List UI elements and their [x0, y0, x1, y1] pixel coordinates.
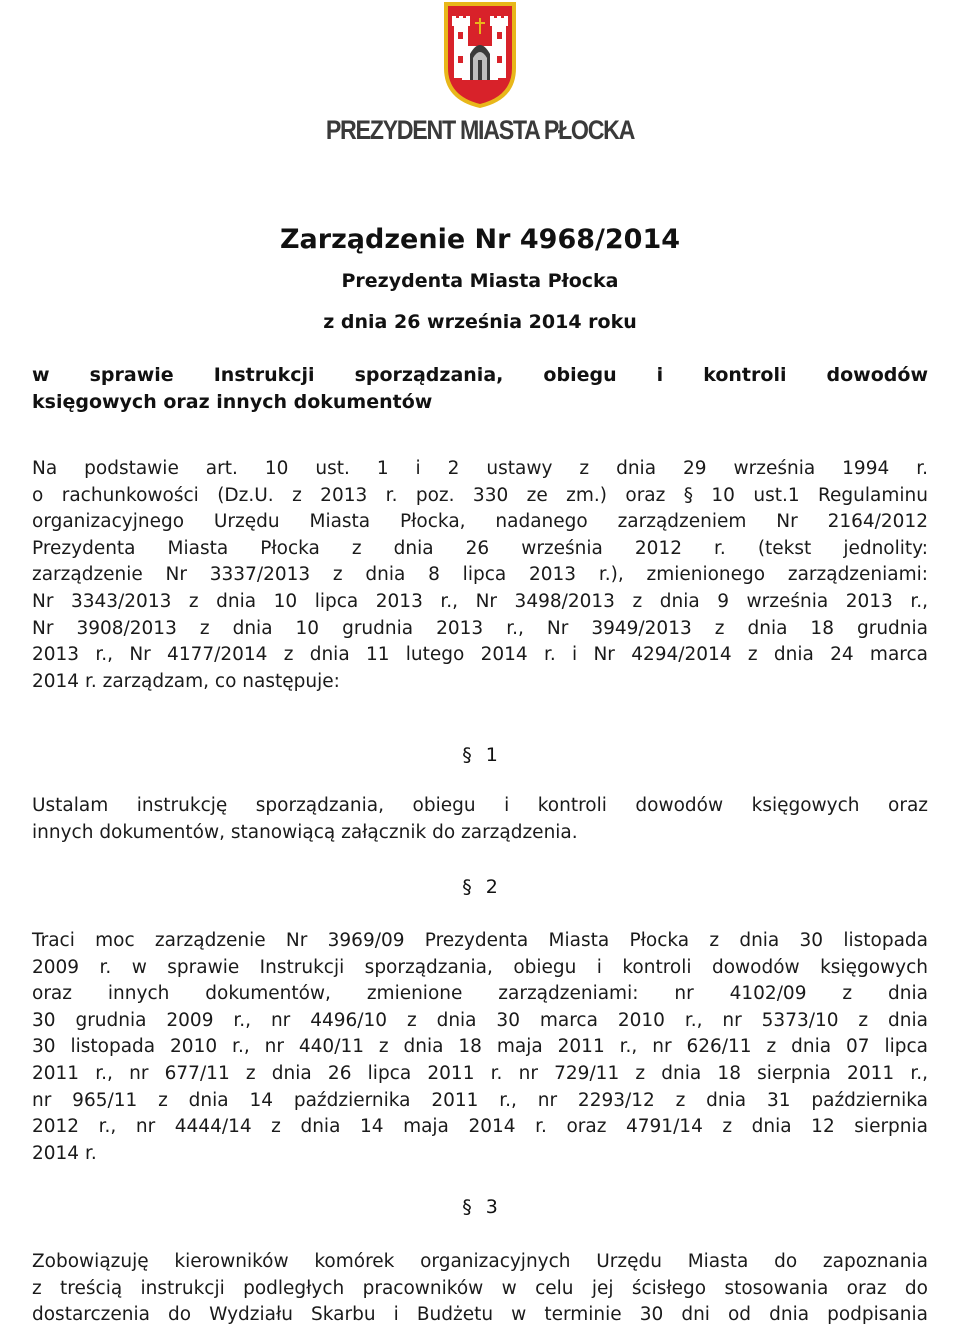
paragraph-line: Prezydenta Miasta Płocka z dnia 26 września 2012 r. (tekst jednolity: [32, 537, 928, 559]
legal-basis-paragraph [32, 456, 928, 695]
section-3-paragraph [32, 1249, 928, 1329]
organization-name: PREZYDENT MIASTA PŁOCKA [325, 115, 635, 145]
plock-coat-of-arms-icon [440, 0, 520, 110]
paragraph-line: Traci moc zarządzenie Nr 3969/09 Prezydenta Miasta Płocka z dnia 30 listopada [32, 930, 928, 951]
section-2-paragraph [32, 928, 928, 1167]
section-heading-1 [0, 744, 960, 766]
paragraph-line: Ustalam instrukcję sporządzania, obiegu i kontroli dowodów księgowych oraz [32, 795, 928, 816]
document-subject [32, 362, 928, 416]
document-issuer: Prezydenta Miasta Płocka [341, 270, 619, 292]
paragraph-line: dostarczenia do Wydziału Skarbu i Budżetu w terminie 30 dni od dnia podpisania [32, 1304, 928, 1326]
paragraph-line: innych dokumentów, stanowiącą załącznik do zarządzenia. [32, 821, 578, 843]
paragraph-line: 2014 r. [32, 1142, 97, 1164]
section-number: 2 [485, 876, 498, 898]
paragraph-line: Zobowiązuję kierowników komórek organizacyjnych Urzędu Miasta do zapoznania [32, 1251, 928, 1272]
section-1-paragraph [32, 793, 928, 846]
paragraph-line: 30 listopada 2010 r., nr 440/11 z dnia 18 maja 2011 r., nr 626/11 z dnia 07 lipca [32, 1036, 928, 1058]
paragraph-line: nr 965/11 z dnia 14 października 2011 r., nr 2293/12 z dnia 31 października [32, 1089, 928, 1111]
paragraph-line: 2011 r., nr 677/11 z dnia 26 lipca 2011 r. nr 729/11 z dnia 18 sierpnia 2011 r., [32, 1062, 928, 1084]
section-symbol: § [462, 1196, 472, 1218]
subject-line: księgowych oraz innych dokumentów [32, 391, 433, 413]
subject-line: w sprawie Instrukcji sporządzania, obiegu i kontroli dowodów [32, 364, 928, 386]
paragraph-line: o rachunkowości (Dz.U. z 2013 r. poz. 330 ze zm.) oraz § 10 ust.1 Regulaminu [32, 484, 928, 506]
section-number: 3 [485, 1196, 498, 1218]
paragraph-line: 30 grudnia 2009 r., nr 4496/10 z dnia 30 marca 2010 r., nr 5373/10 z dnia [32, 1009, 928, 1031]
paragraph-line: 2014 r. zarządzam, co następuje: [32, 670, 340, 692]
section-heading-3 [0, 1196, 960, 1218]
paragraph-line: organizacyjnego Urzędu Miasta Płocka, nadanego zarządzeniem Nr 2164/2012 [32, 511, 928, 533]
paragraph-line: oraz innych dokumentów, zmienione zarządzeniami: nr 4102/09 z dnia [32, 983, 928, 1005]
paragraph-line: z treścią instrukcji podległych pracowników w celu jej ścisłego stosowania oraz do [32, 1277, 928, 1299]
paragraph-line: Nr 3343/2013 z dnia 10 lipca 2013 r., Nr 3498/2013 z dnia 9 września 2013 r., [32, 590, 928, 612]
document-title: Zarządzenie Nr 4968/2014 [279, 224, 681, 255]
paragraph-line: 2012 r., nr 4444/14 z dnia 14 maja 2014 r. oraz 4791/14 z dnia 12 sierpnia [32, 1116, 928, 1138]
paragraph-line: zarządzenie Nr 3337/2013 z dnia 8 lipca 2013 r.), zmienionego zarządzeniami: [32, 564, 928, 586]
document-date: z dnia 26 września 2014 roku [323, 311, 637, 333]
paragraph-line: Na podstawie art. 10 ust. 1 i 2 ustawy z dnia 29 września 1994 r. [32, 458, 928, 479]
paragraph-line: Nr 3908/2013 z dnia 10 grudnia 2013 r., Nr 3949/2013 z dnia 18 grudnia [32, 617, 928, 639]
section-heading-2 [0, 876, 960, 898]
section-number: 1 [485, 744, 498, 766]
paragraph-line: 2009 r. w sprawie Instrukcji sporządzania, obiegu i kontroli dowodów księgowych [32, 956, 928, 978]
paragraph-line: 2013 r., Nr 4177/2014 z dnia 11 lutego 2014 r. i Nr 4294/2014 z dnia 24 marca [32, 644, 928, 666]
section-symbol: § [462, 744, 472, 766]
section-symbol: § [462, 876, 472, 898]
